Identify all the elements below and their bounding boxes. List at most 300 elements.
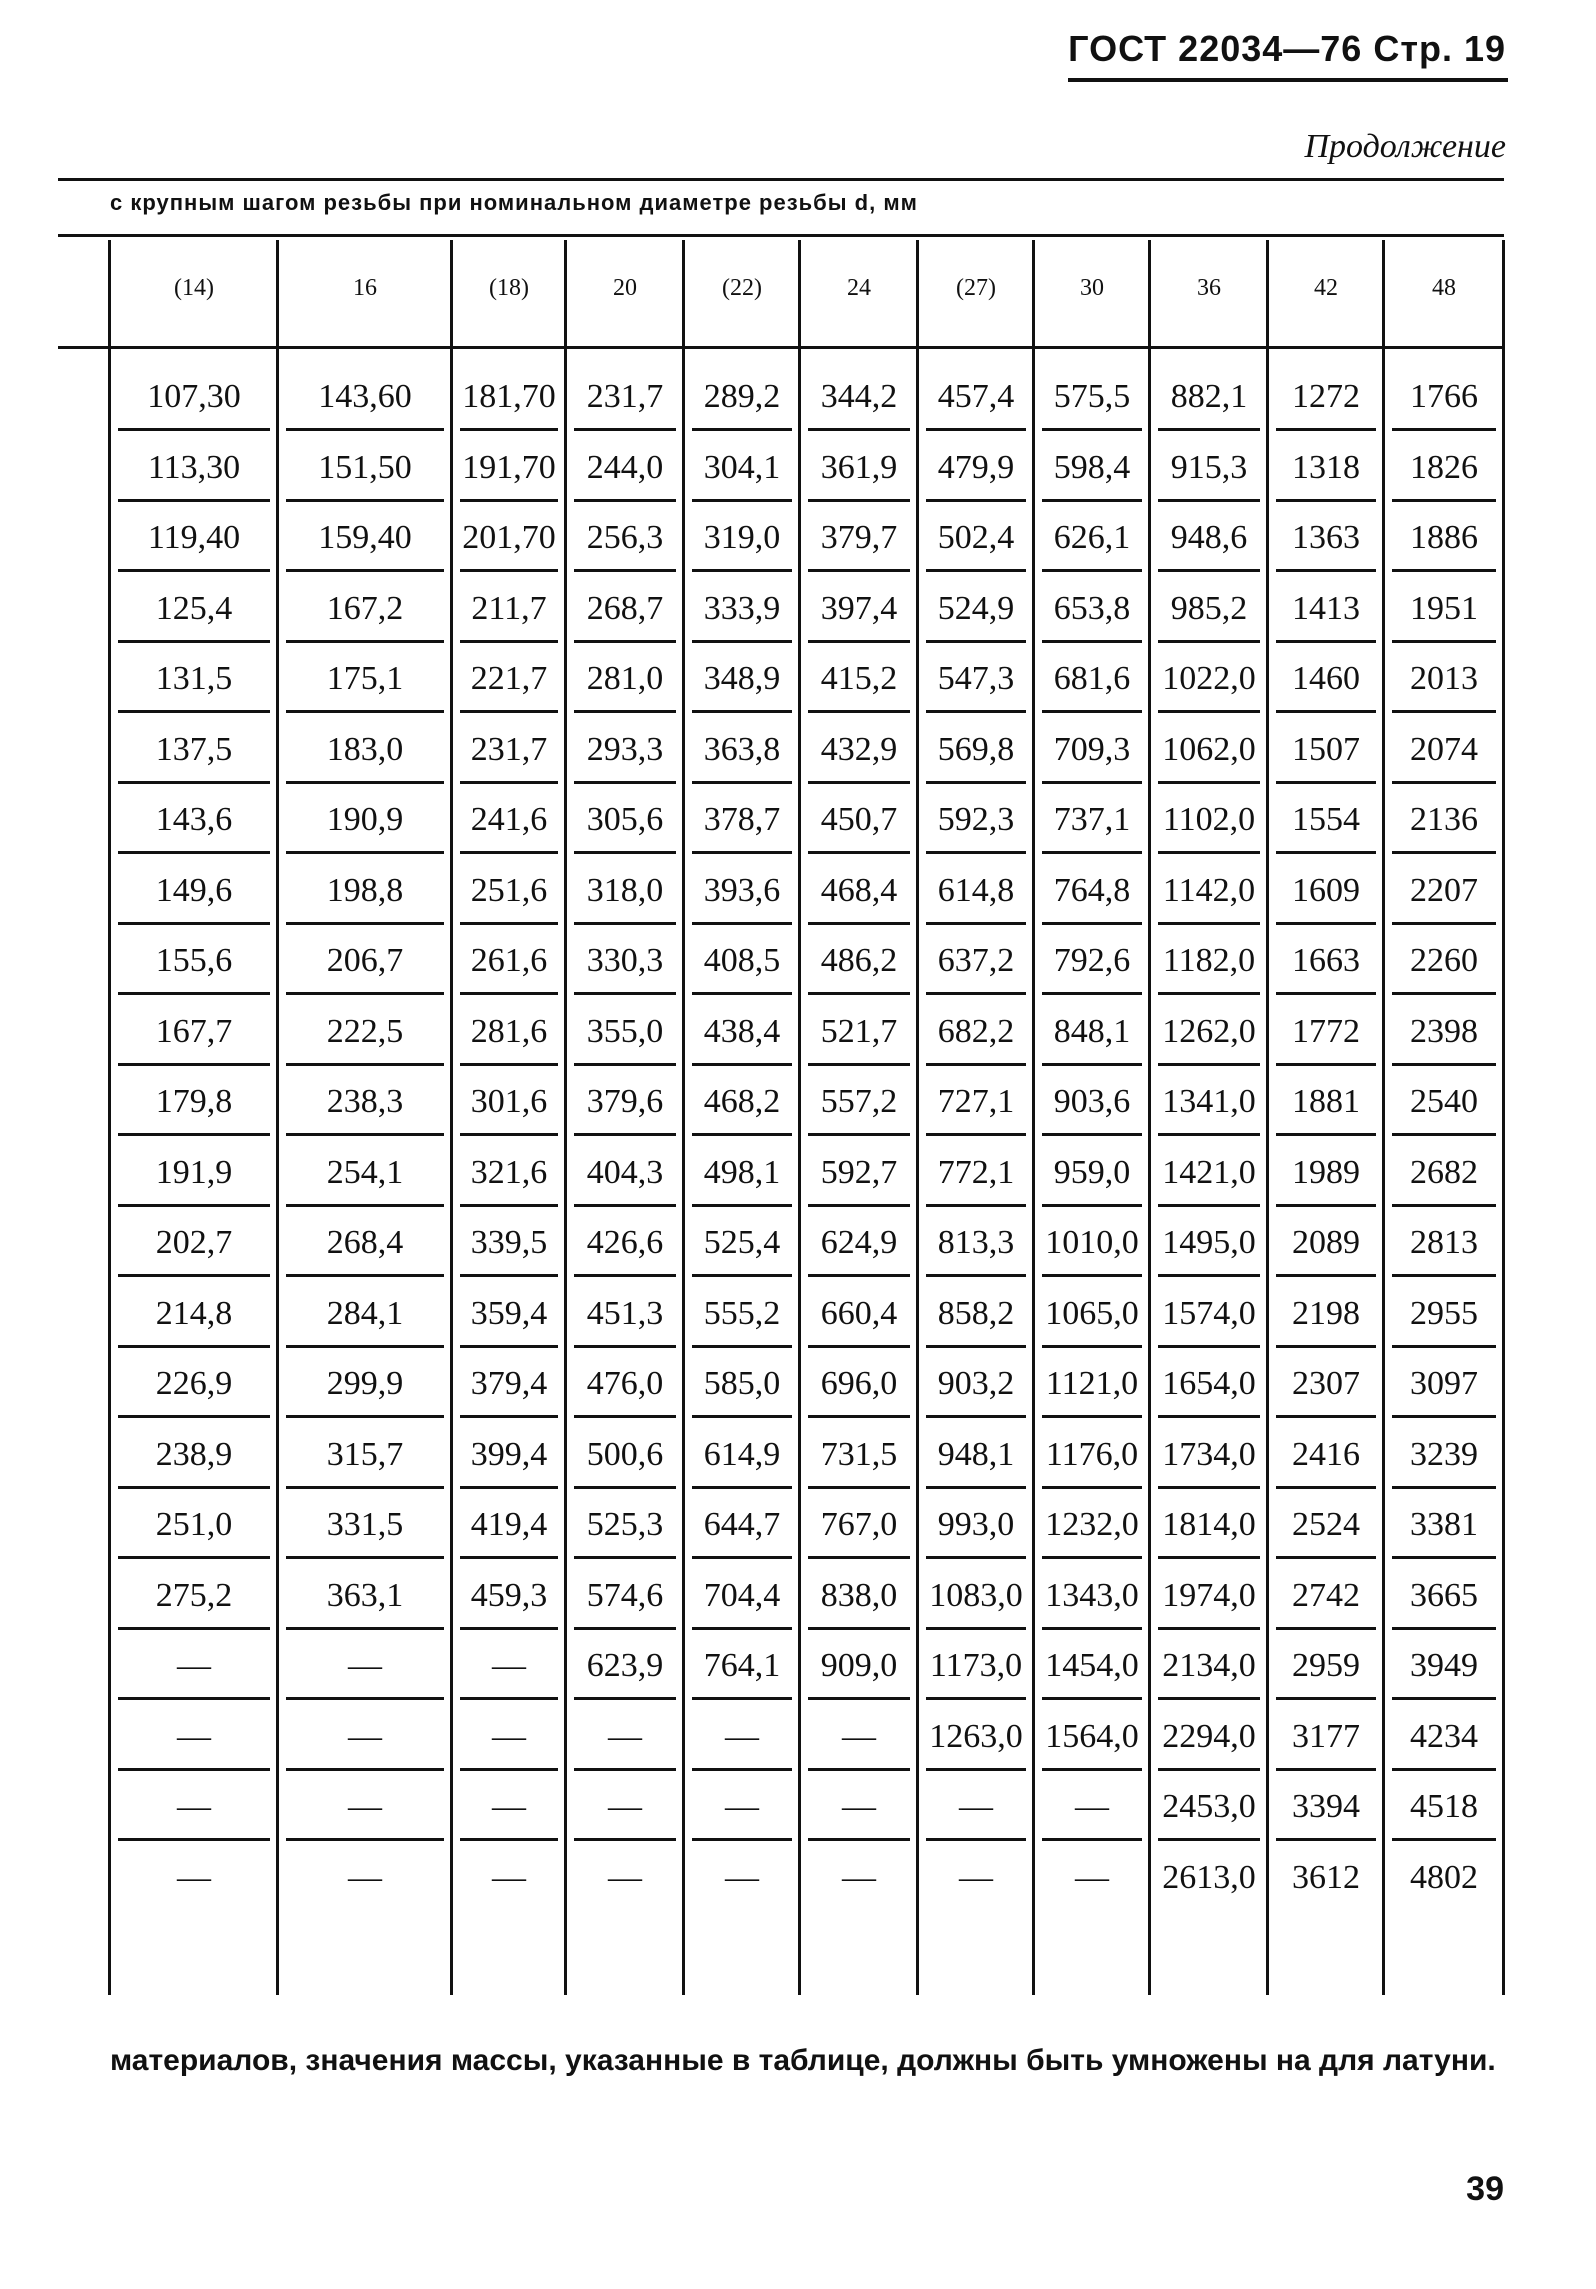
cell-underline	[926, 1838, 1026, 1841]
table-cell: 2813	[1410, 1224, 1478, 1261]
table-cell: 1341,0	[1162, 1083, 1256, 1120]
table-cell: —	[177, 1858, 211, 1896]
table-cell: 2453,0	[1162, 1788, 1256, 1825]
cell-underline	[1158, 1415, 1260, 1418]
table-cell: 1507	[1292, 730, 1360, 768]
table-cell: 159,40	[318, 519, 412, 556]
cell-underline	[574, 1063, 676, 1066]
cell-underline	[808, 499, 910, 502]
cell-underline	[286, 569, 444, 572]
cell-underline	[460, 640, 558, 643]
cell-underline	[808, 1486, 910, 1489]
cell-underline	[1042, 851, 1142, 854]
table-cell: 1318	[1292, 448, 1360, 486]
table-cell: 419,4	[470, 1506, 548, 1543]
cell-underline	[460, 851, 558, 854]
cell-underline	[118, 640, 270, 643]
table-cell: 359,4	[470, 1294, 548, 1332]
cell-underline	[118, 1204, 270, 1207]
cell-underline	[808, 1274, 910, 1277]
table-cell: 1564,0	[1045, 1717, 1139, 1755]
cell-underline	[1392, 1204, 1496, 1207]
cell-underline	[692, 781, 792, 784]
table-cell: 1421,0	[1162, 1153, 1256, 1191]
table-cell: 1142,0	[1162, 871, 1256, 909]
column-header: 48	[1432, 275, 1456, 301]
table-cell: 379,7	[820, 519, 898, 556]
table-cell: 361,9	[820, 448, 898, 486]
column-header: (14)	[174, 275, 214, 301]
table-top-rule	[58, 178, 1504, 181]
table-cell: 476,0	[586, 1365, 664, 1402]
cell-underline	[926, 851, 1026, 854]
table-cell: 438,4	[703, 1012, 781, 1050]
cell-underline	[926, 1133, 1026, 1136]
table-cell: 993,0	[937, 1506, 1015, 1543]
cell-underline	[460, 1063, 558, 1066]
cell-underline	[692, 1768, 792, 1771]
table-cell: 813,3	[937, 1224, 1015, 1261]
table-cell: 226,9	[155, 1365, 233, 1402]
table-cell: 399,4	[470, 1435, 548, 1473]
table-cell: 2416	[1292, 1435, 1360, 1473]
cell-underline	[574, 851, 676, 854]
table-cell: 268,4	[326, 1224, 404, 1261]
cell-underline	[286, 1697, 444, 1700]
table-cell: 214,8	[155, 1294, 233, 1332]
table-cell: 1182,0	[1162, 942, 1256, 979]
table-cell: —	[1075, 1858, 1109, 1896]
cell-underline	[286, 781, 444, 784]
table-cell: 858,2	[937, 1294, 1015, 1332]
table-cell: 1772	[1292, 1012, 1360, 1050]
table-cell: 709,3	[1053, 730, 1131, 768]
cell-underline	[1276, 1204, 1376, 1207]
cell-underline	[808, 1063, 910, 1066]
cell-underline	[286, 851, 444, 854]
table-cell: 479,9	[937, 448, 1015, 486]
cell-underline	[1276, 1697, 1376, 1700]
cell-underline	[1392, 1768, 1496, 1771]
cell-underline	[926, 1063, 1026, 1066]
table-cell: 909,0	[820, 1647, 898, 1684]
table-cell: 3239	[1410, 1435, 1478, 1473]
cell-underline	[926, 781, 1026, 784]
cell-underline	[1276, 1838, 1376, 1841]
table-cell: 1609	[1292, 871, 1360, 909]
table-cell: 1951	[1410, 589, 1478, 627]
cell-underline	[1042, 1204, 1142, 1207]
cell-underline	[808, 640, 910, 643]
cell-underline	[286, 710, 444, 713]
table-cell: 3394	[1292, 1788, 1360, 1825]
cell-underline	[118, 569, 270, 572]
table-cell: 557,2	[820, 1083, 898, 1120]
cell-underline	[286, 1627, 444, 1630]
cell-underline	[1042, 1133, 1142, 1136]
cell-underline	[118, 1274, 270, 1277]
cell-underline	[1392, 710, 1496, 713]
table-cell: 251,6	[470, 871, 548, 909]
table-cell: 575,5	[1053, 378, 1131, 415]
table-cell: 2294,0	[1162, 1717, 1256, 1755]
table-cell: 848,1	[1053, 1012, 1131, 1050]
table-cell: 167,2	[326, 589, 404, 627]
cell-underline	[460, 1415, 558, 1418]
table-cell: 363,1	[326, 1576, 404, 1614]
table-cell: 614,8	[937, 871, 1015, 909]
table-cell: 244,0	[586, 448, 664, 486]
table-cell: 261,6	[470, 942, 548, 979]
table-cell: 284,1	[326, 1294, 404, 1332]
footnote-text: материалов, значения массы, указанные в таблице, должны быть умножены на для латуни.	[110, 2044, 1496, 2077]
cell-underline	[460, 499, 558, 502]
table-cell: 2198	[1292, 1294, 1360, 1332]
table-cell: 397,4	[820, 589, 898, 627]
cell-underline	[1276, 428, 1376, 431]
cell-underline	[808, 992, 910, 995]
cell-underline	[574, 428, 676, 431]
table-cell: 191,70	[462, 448, 556, 486]
cell-underline	[574, 1204, 676, 1207]
cell-underline	[460, 569, 558, 572]
cell-underline	[692, 1697, 792, 1700]
cell-underline	[1042, 1697, 1142, 1700]
cell-underline	[808, 1415, 910, 1418]
table-cell: 175,1	[326, 660, 404, 697]
cell-underline	[286, 428, 444, 431]
cell-underline	[460, 1204, 558, 1207]
table-cell: 2207	[1410, 871, 1478, 909]
table-cell: 2398	[1410, 1012, 1478, 1050]
cell-underline	[1042, 499, 1142, 502]
table-cell: 191,9	[155, 1153, 233, 1191]
cell-underline	[692, 1838, 792, 1841]
cell-underline	[574, 1838, 676, 1841]
table-cell: 113,30	[147, 448, 241, 486]
cell-underline	[118, 1838, 270, 1841]
table-cell: —	[348, 1858, 382, 1896]
table-cell: 1814,0	[1162, 1506, 1256, 1543]
table-cell: 1663	[1292, 942, 1360, 979]
table-cell: 2959	[1292, 1647, 1360, 1684]
cell-underline	[574, 499, 676, 502]
table-cell: —	[348, 1717, 382, 1755]
cell-underline	[460, 1486, 558, 1489]
table-cell: 305,6	[586, 801, 664, 838]
table-cell: 1574,0	[1162, 1294, 1256, 1332]
cell-underline	[926, 1415, 1026, 1418]
cell-underline	[460, 1697, 558, 1700]
cell-underline	[926, 1697, 1026, 1700]
cell-underline	[286, 992, 444, 995]
cell-underline	[1158, 1627, 1260, 1630]
cell-underline	[460, 922, 558, 925]
table-cell: 1262,0	[1162, 1012, 1256, 1050]
cell-underline	[574, 1133, 676, 1136]
cell-underline	[1392, 992, 1496, 995]
table-cell: 737,1	[1053, 801, 1131, 838]
table-cell: 1974,0	[1162, 1576, 1256, 1614]
cell-underline	[118, 1697, 270, 1700]
cell-underline	[926, 1486, 1026, 1489]
table-cell: 1263,0	[929, 1717, 1023, 1755]
table-cell: 181,70	[462, 378, 556, 415]
table-cell: 238,3	[326, 1083, 404, 1120]
table-cell: 137,5	[155, 730, 233, 768]
cell-underline	[926, 428, 1026, 431]
table-cell: 2955	[1410, 1294, 1478, 1332]
cell-underline	[460, 1274, 558, 1277]
column-header: 30	[1080, 275, 1104, 301]
cell-underline	[574, 1415, 676, 1418]
table-cell: 626,1	[1053, 519, 1131, 556]
table-cell: —	[348, 1647, 382, 1684]
table-cell: 2540	[1410, 1083, 1478, 1120]
table-cell: 525,4	[703, 1224, 781, 1261]
cell-underline	[1158, 1063, 1260, 1066]
cell-underline	[460, 428, 558, 431]
cell-underline	[574, 1768, 676, 1771]
table-cell: 1065,0	[1045, 1294, 1139, 1332]
table-cell: 1654,0	[1162, 1365, 1256, 1402]
table-cell: 251,0	[155, 1506, 233, 1543]
cell-underline	[286, 922, 444, 925]
table-cell: 4234	[1410, 1717, 1478, 1755]
table-cell: 2134,0	[1162, 1647, 1256, 1684]
cell-underline	[1392, 1627, 1496, 1630]
cell-underline	[1392, 569, 1496, 572]
table-cell: 2742	[1292, 1576, 1360, 1614]
cell-underline	[1042, 710, 1142, 713]
table-cell: —	[725, 1858, 759, 1896]
cell-underline	[692, 428, 792, 431]
document-header: ГОСТ 22034—76 Стр. 19	[1068, 28, 1506, 69]
table-cell: 1826	[1410, 448, 1478, 486]
table-cell: 1734,0	[1162, 1435, 1256, 1473]
table-cell: —	[842, 1788, 876, 1825]
table-cell: 767,0	[820, 1506, 898, 1543]
cell-underline	[1158, 1133, 1260, 1136]
cell-underline	[926, 640, 1026, 643]
cell-underline	[460, 1838, 558, 1841]
table-cell: 151,50	[318, 448, 412, 486]
table-cell: 363,8	[703, 730, 781, 768]
table-cell: —	[492, 1717, 526, 1755]
table-cell: 1886	[1410, 519, 1478, 556]
cell-underline	[1158, 781, 1260, 784]
cell-underline	[926, 992, 1026, 995]
cell-underline	[460, 1556, 558, 1559]
table-cell: 948,6	[1170, 519, 1248, 556]
table-cell: 644,7	[703, 1506, 781, 1543]
table-cell: 498,1	[703, 1153, 781, 1191]
cell-underline	[460, 1768, 558, 1771]
cell-underline	[1158, 640, 1260, 643]
table-cell: 838,0	[820, 1576, 898, 1614]
cell-underline	[118, 851, 270, 854]
table-cell: 614,9	[703, 1435, 781, 1473]
cell-underline	[926, 1556, 1026, 1559]
cell-underline	[460, 1133, 558, 1136]
table-cell: 281,0	[586, 660, 664, 697]
table-cell: 293,3	[586, 730, 664, 768]
table-cell: 1881	[1292, 1083, 1360, 1120]
cell-underline	[1276, 851, 1376, 854]
cell-underline	[808, 851, 910, 854]
table-cell: 281,6	[470, 1012, 548, 1050]
table-cell: 624,9	[820, 1224, 898, 1261]
table-cell: 333,9	[703, 589, 781, 627]
cell-underline	[1392, 428, 1496, 431]
cell-underline	[692, 1627, 792, 1630]
cell-underline	[1042, 428, 1142, 431]
cell-underline	[1392, 1063, 1496, 1066]
table-cell: 254,1	[326, 1153, 404, 1191]
cell-underline	[118, 1486, 270, 1489]
cell-underline	[692, 1204, 792, 1207]
table-cell: 1766	[1410, 378, 1478, 415]
cell-underline	[1392, 1556, 1496, 1559]
table-cell: 183,0	[326, 730, 404, 768]
table-cell: 959,0	[1053, 1153, 1131, 1191]
cell-underline	[1158, 428, 1260, 431]
cell-underline	[1276, 569, 1376, 572]
cell-underline	[1392, 922, 1496, 925]
table-cell: 457,4	[937, 378, 1015, 415]
table-cell: 143,60	[318, 378, 412, 415]
cell-underline	[1392, 1345, 1496, 1348]
cell-underline	[1042, 781, 1142, 784]
table-cell: 882,1	[1170, 378, 1248, 415]
cell-underline	[118, 710, 270, 713]
cell-underline	[286, 499, 444, 502]
table-cell: 1232,0	[1045, 1506, 1139, 1543]
table-cell: 143,6	[155, 801, 233, 838]
cell-underline	[574, 1556, 676, 1559]
cell-underline	[1392, 1274, 1496, 1277]
table-cell: 727,1	[937, 1083, 1015, 1120]
cell-underline	[1042, 992, 1142, 995]
cell-underline	[1042, 1556, 1142, 1559]
table-cell: 502,4	[937, 519, 1015, 556]
table-cell: 2089	[1292, 1224, 1360, 1261]
cell-underline	[692, 1486, 792, 1489]
cell-underline	[1276, 1415, 1376, 1418]
table-cell: 1083,0	[929, 1576, 1023, 1614]
cell-underline	[1158, 992, 1260, 995]
cell-underline	[692, 1415, 792, 1418]
table-cell: 948,1	[937, 1435, 1015, 1473]
table-cell: 3665	[1410, 1576, 1478, 1614]
cell-underline	[808, 781, 910, 784]
cell-underline	[1276, 922, 1376, 925]
cell-underline	[286, 1415, 444, 1418]
column-header: (22)	[722, 275, 762, 301]
cell-underline	[286, 1274, 444, 1277]
cell-underline	[118, 1768, 270, 1771]
cell-underline	[574, 640, 676, 643]
cell-underline	[286, 1838, 444, 1841]
cell-underline	[692, 569, 792, 572]
table-cell: 3949	[1410, 1647, 1478, 1684]
table-cell: 221,7	[470, 660, 548, 697]
column-header: 42	[1314, 275, 1338, 301]
table-cell: 415,2	[820, 660, 898, 697]
table-cell: 348,9	[703, 660, 781, 697]
table-cell: 1176,0	[1045, 1435, 1139, 1473]
table-cell: 592,7	[820, 1153, 898, 1191]
table-cell: 681,6	[1053, 660, 1131, 697]
table-cell: 2074	[1410, 730, 1478, 768]
cell-underline	[692, 1556, 792, 1559]
table-cell: 3177	[1292, 1717, 1360, 1755]
cell-underline	[118, 1556, 270, 1559]
cell-underline	[574, 1345, 676, 1348]
table-cell: 408,5	[703, 942, 781, 979]
cell-underline	[286, 1556, 444, 1559]
cell-underline	[1158, 1486, 1260, 1489]
table-cell: —	[177, 1788, 211, 1825]
cell-underline	[808, 1345, 910, 1348]
cell-underline	[1392, 1838, 1496, 1841]
table-cell: 637,2	[937, 942, 1015, 979]
cell-underline	[1158, 569, 1260, 572]
cell-underline	[692, 499, 792, 502]
table-cell: 704,4	[703, 1576, 781, 1614]
cell-underline	[286, 1133, 444, 1136]
cell-underline	[1042, 569, 1142, 572]
cell-underline	[460, 992, 558, 995]
cell-underline	[1158, 1345, 1260, 1348]
table-cell: 903,2	[937, 1365, 1015, 1402]
table-cell: 592,3	[937, 801, 1015, 838]
table-cell: 355,0	[586, 1012, 664, 1050]
table-cell: 301,6	[470, 1083, 548, 1120]
cell-underline	[1276, 640, 1376, 643]
table-cell: 149,6	[155, 871, 233, 909]
cell-underline	[926, 922, 1026, 925]
table-cell: 2524	[1292, 1506, 1360, 1543]
table-cell: 525,3	[586, 1506, 664, 1543]
table-cell: 450,7	[820, 801, 898, 838]
cell-underline	[1158, 1838, 1260, 1841]
cell-underline	[1042, 1838, 1142, 1841]
table-cell: 1173,0	[929, 1647, 1023, 1684]
table-cell: 432,9	[820, 730, 898, 768]
table-cell: 1121,0	[1045, 1365, 1139, 1402]
cell-underline	[574, 1486, 676, 1489]
cell-underline	[1392, 781, 1496, 784]
continuation-label: Продолжение	[1304, 128, 1506, 165]
cell-underline	[1276, 1768, 1376, 1771]
table-cell: 1554	[1292, 801, 1360, 838]
table-cell: —	[842, 1858, 876, 1896]
table-cell: 119,40	[147, 519, 241, 556]
cell-underline	[1042, 1415, 1142, 1418]
table-cell: 4518	[1410, 1788, 1478, 1825]
table-cell: 275,2	[155, 1576, 233, 1614]
cell-underline	[1158, 1768, 1260, 1771]
table-cell: 1495,0	[1162, 1224, 1256, 1261]
column-header: (18)	[489, 275, 529, 301]
cell-underline	[118, 428, 270, 431]
table-cell: 256,3	[586, 519, 664, 556]
cell-underline	[808, 1556, 910, 1559]
cell-underline	[692, 922, 792, 925]
table-cell: 190,9	[326, 801, 404, 838]
table-cell: 660,4	[820, 1294, 898, 1332]
